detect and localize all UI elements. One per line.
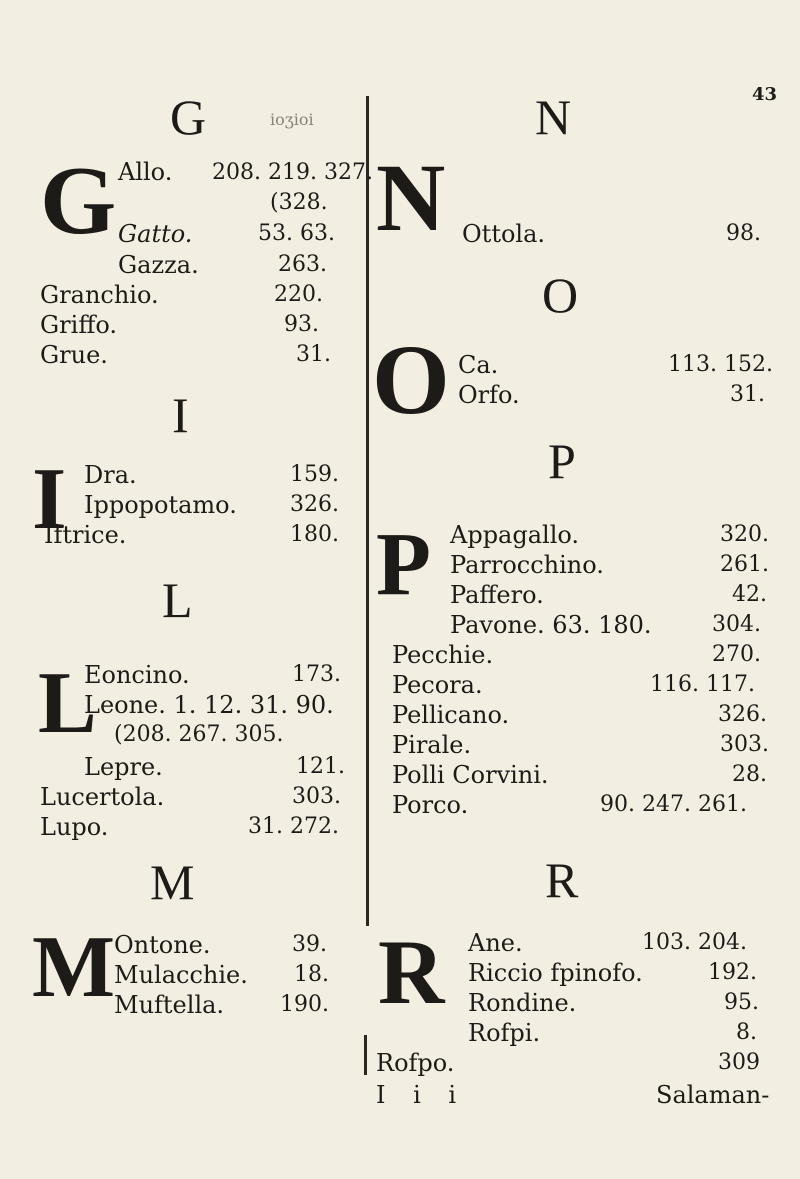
entry-name: Ottola. [462,220,546,248]
entry-name: Rondine. [468,989,577,1017]
entry-name: Porco. [392,791,469,819]
entry-refs: 39. [292,932,327,957]
entry-refs: (328. [270,190,328,215]
entry-refs: 95. [724,990,759,1015]
entry-refs: 28. [732,762,767,787]
dropcap-O: O [372,324,450,435]
entry-refs: 31. 272. [248,814,339,839]
entry-refs: 309 [718,1050,760,1075]
entry-name: Pecora. [392,671,483,699]
entry-name: Appagallo. [450,521,580,549]
section-heading-M: M [150,854,195,910]
column-rule [366,96,369,926]
entry-refs: (208. 267. 305. [114,722,284,747]
entry-name: Gazza. [118,251,199,279]
section-heading-R: R [545,852,579,908]
section-heading-I: I [172,387,189,443]
entry-name: Rofpo. [376,1049,455,1077]
entry-name: Lepre. [84,753,163,781]
dropcap-G: G [40,147,117,255]
signature-mark: I i i [376,1081,467,1109]
entry-name: Riccio fpinofo. [468,959,643,987]
faded-header-text: ioʒioi [270,110,314,129]
catchword: Salaman- [656,1081,770,1109]
entry-name: Griffo. [40,311,118,339]
section-heading-G: G [170,89,207,145]
entry-refs: 261. [720,552,769,577]
entry-refs: 320. [720,522,769,547]
entry-refs: 190. [280,992,329,1017]
section-heading-N: N [535,89,572,145]
entry-name: Grue. [40,341,108,369]
entry-refs: 326. [718,702,767,727]
entry-refs: 270. [712,642,761,667]
entry-refs: 31. [296,342,331,367]
entry-name: Rofpi. [468,1019,541,1047]
page-number: 43 [752,84,778,105]
entry-refs: 303. [292,784,341,809]
entry-name: Ane. [468,929,523,957]
dropcap-I: I [32,451,67,548]
entry-refs: 42. [732,582,767,607]
entry-name: Muftella. [114,991,225,1019]
entry-refs: 303. [720,732,769,757]
entry-refs: 103. 204. [642,930,747,955]
dropcap-R: R [378,921,445,1023]
dropcap-M: M [32,919,116,1016]
entry-name: Leone. 1. 12. 31. 90. [84,691,334,719]
entry-name: Pirale. [392,731,472,759]
entry-refs: 173. [292,662,341,687]
entry-refs: 304. [712,612,761,637]
entry-refs: 31. [730,382,765,407]
entry-refs: 121. [296,754,345,779]
entry-refs: 326. [290,492,339,517]
entry-refs: 220. [274,282,323,307]
entry-name: Mulacchie. [114,961,248,989]
entry-refs: 113. 152. [668,352,773,377]
dropcap-P: P [376,515,431,614]
entry-name: Ontone. [114,931,211,959]
entry-name: Orfo. [458,381,520,409]
entry-refs: 159. [290,462,339,487]
entry-name: Paffero. [450,581,544,609]
entry-refs: 263. [278,252,327,277]
entry-name: Gatto. [118,220,193,248]
entry-refs: 98. [726,221,761,246]
entry-name: Eoncino. [84,661,190,689]
entry-refs: 208. 219. 327. [212,160,373,185]
entry-name: Ippopotamo. [84,491,237,519]
entry-name: Ca. [458,351,499,379]
dropcap-N: N [376,144,446,251]
entry-name: Pellicano. [392,701,510,729]
entry-refs: 192. [708,960,757,985]
entry-name: Lupo. [40,813,109,841]
entry-name: Pavone. 63. 180. [450,611,652,639]
entry-refs: 18. [294,962,329,987]
entry-name: Parrocchino. [450,551,604,579]
entry-refs: 180. [290,522,339,547]
entry-refs: 116. 117. [650,672,755,697]
entry-name: Granchio. [40,281,159,309]
dropcap-L: L [38,655,97,752]
column-rule-bottom [364,1035,367,1075]
section-heading-O: O [542,267,579,323]
entry-name: Pecchie. [392,641,494,669]
section-heading-L: L [162,572,193,628]
entry-refs: 90. 247. 261. [600,792,747,817]
entry-refs: 8. [736,1020,757,1045]
entry-name: Lucertola. [40,783,165,811]
section-heading-P: P [548,433,576,489]
entry-name: Dra. [84,461,137,489]
entry-name: Iftrice. [44,521,127,549]
entry-refs: 93. [284,312,319,337]
entry-refs: 53. 63. [258,221,335,246]
entry-name: Polli Corvini. [392,761,549,789]
entry-name: Allo. [118,158,173,186]
